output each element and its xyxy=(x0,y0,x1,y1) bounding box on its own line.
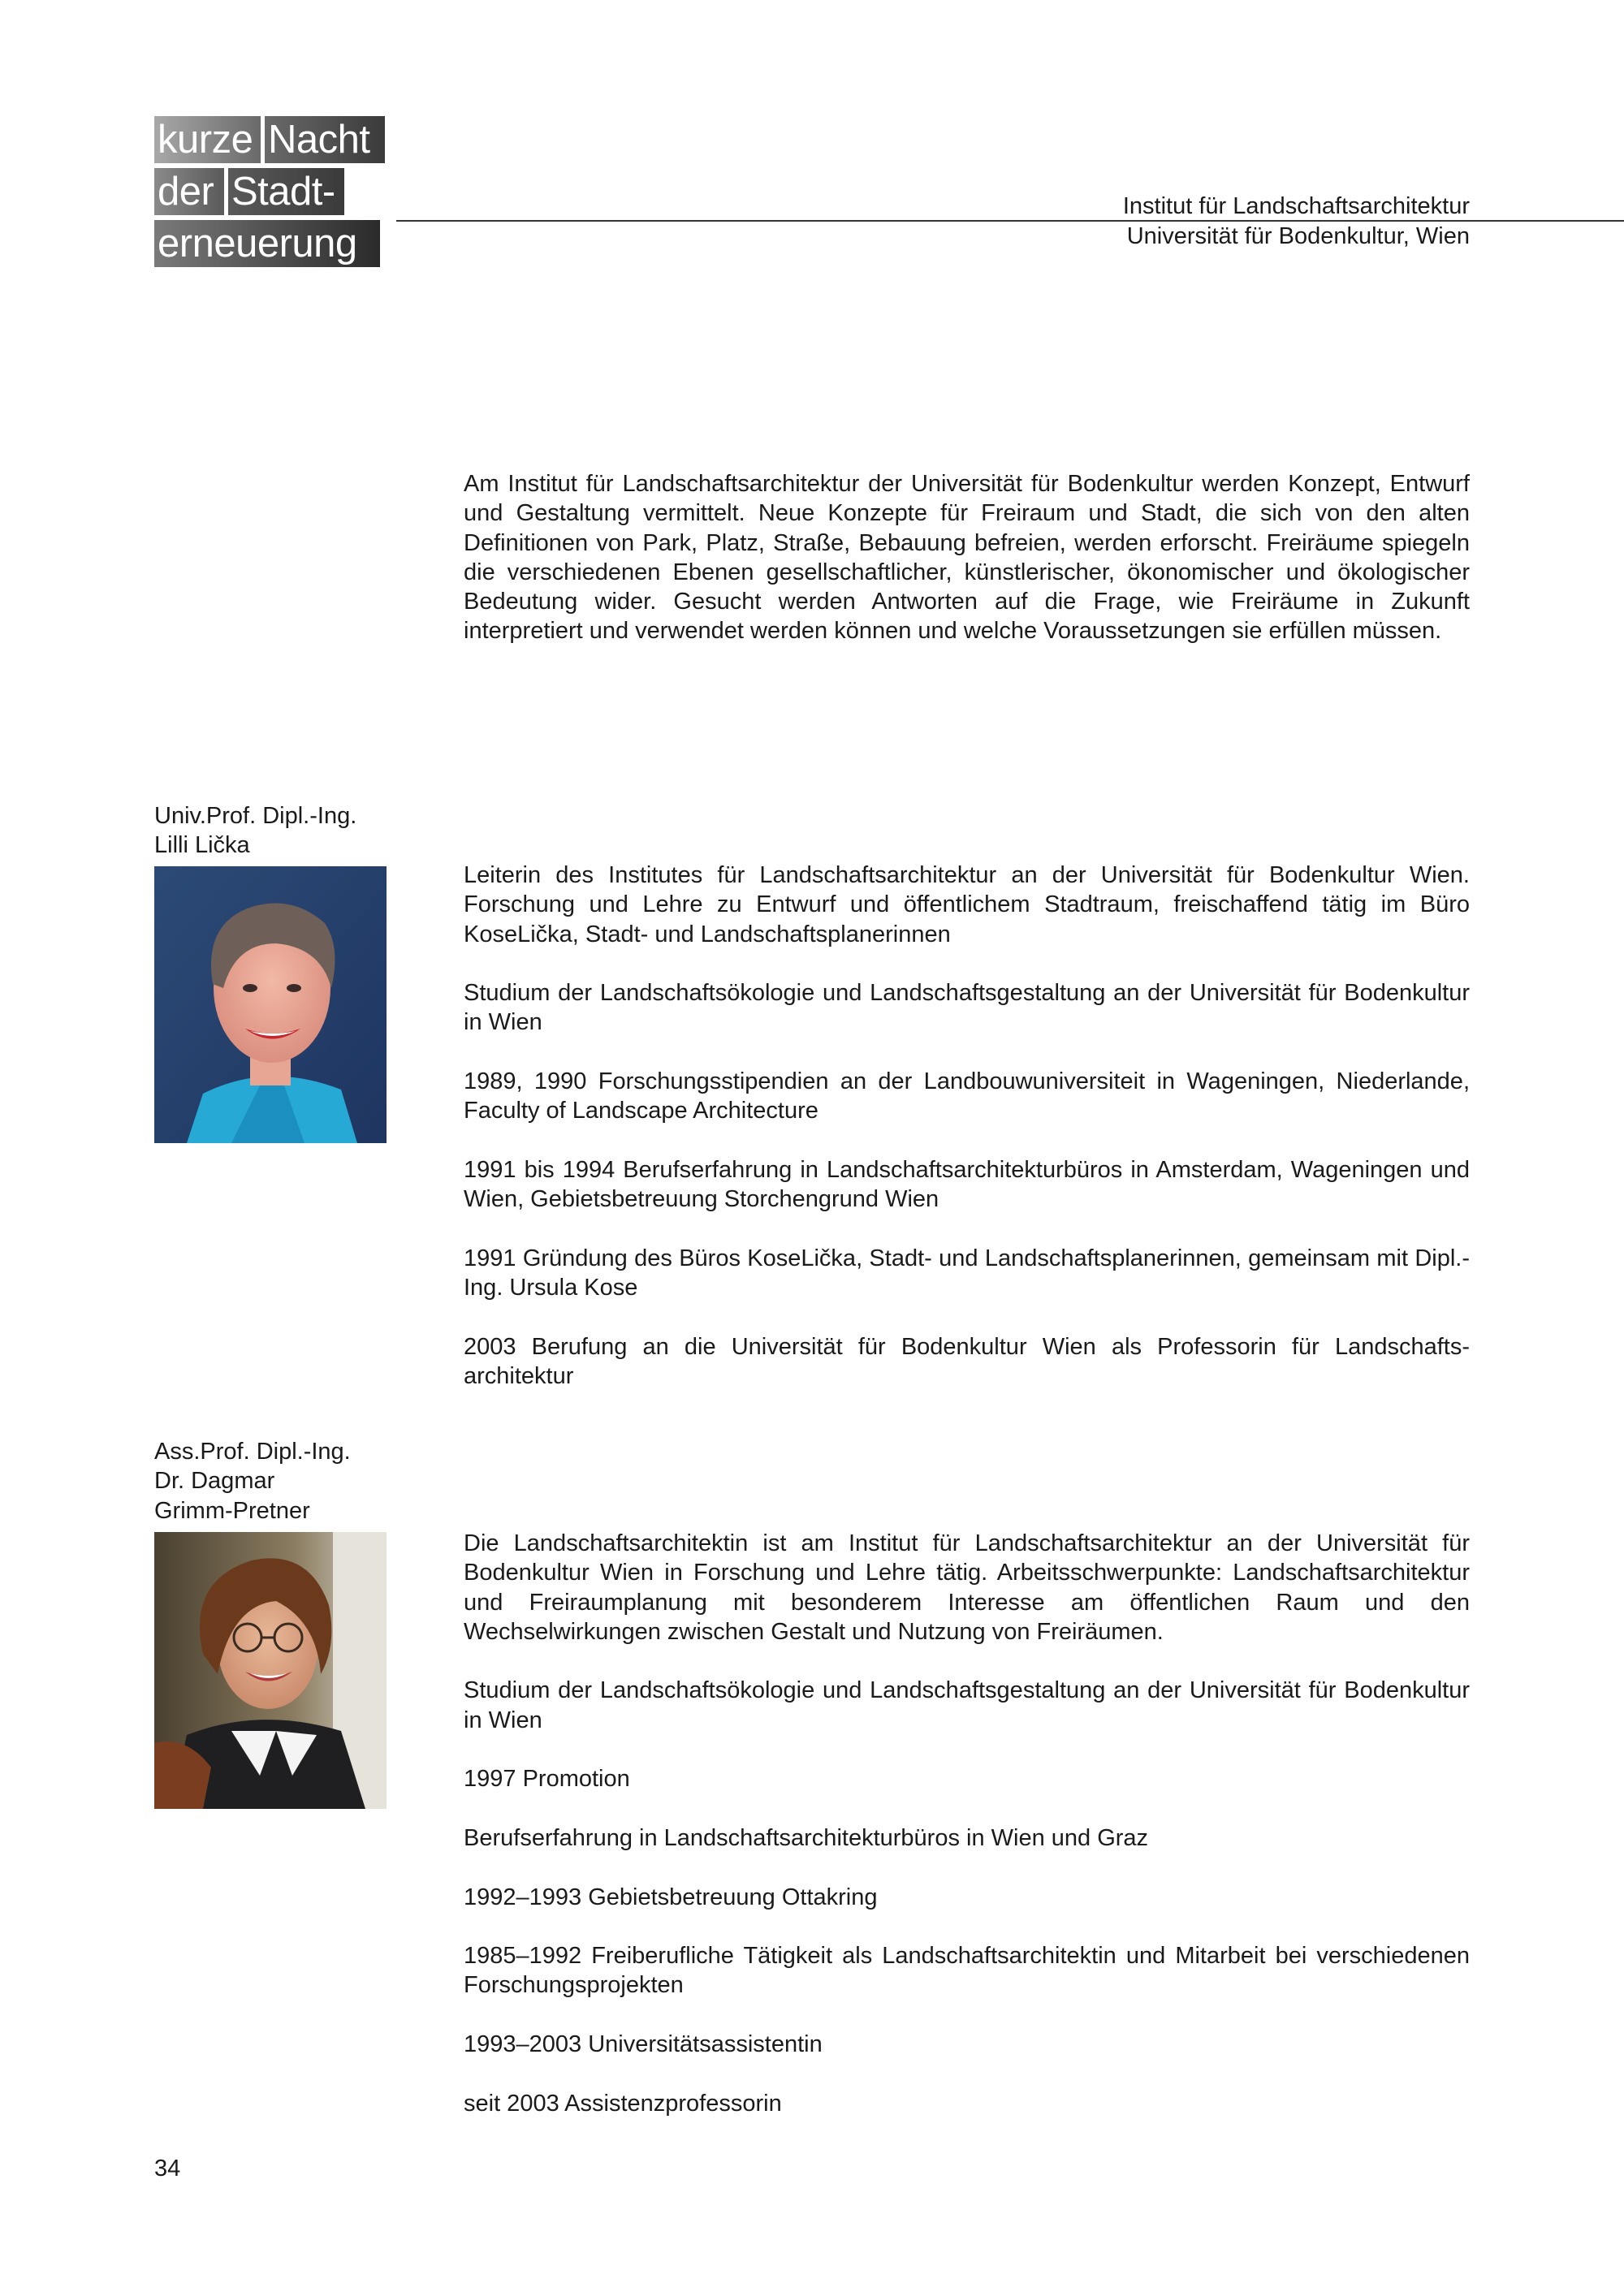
bio-grimm-pretner xyxy=(464,1529,1470,2118)
bio-paragraph: Leiterin des Institutes für Landschaftsarchitektur an der Universität für Bodenkultur Wien. Forschung und Lehre zu Entwurf und öffentlichem Stadtraum, freischaffend tätig im Büro KoseLička, Stadt- und Landschaftsplanerinnen xyxy=(464,862,1470,947)
logo-word-der: der xyxy=(154,168,224,215)
bio-paragraph: 1992–1993 Gebietsbetreuung Ottakring xyxy=(464,1884,878,1910)
intro-paragraph: Am Institut für Landschaftsarchitektur der Universität für Bodenkultur werden Konzept, Entwurf und Gestaltung vermittelt. Neue Konzepte für Freiraum und Stadt, die sich von den alten Definitionen von Park, Platz, Straße, Bebauung befreien, werden erforscht. Freiräume spiegeln die verschiedenen Ebenen gesellschaftlicher, künstlerischer, ökonomischer und ökologischer Bedeutung wider. Gesucht werden Antworten auf die Frage, wie Freiräume in Zukunft interpretiert und verwendet werden können und welche Voraussetzungen sie erfüllen müssen. xyxy=(464,471,1470,645)
logo-row-2 xyxy=(154,168,389,215)
portrait-image xyxy=(154,1532,387,1809)
bio-paragraph: 1985–1992 Freiberufliche Tätigkeit als Landschaftsarchitektin und Mitarbeit bei verschiedenen Forschungsprojekten xyxy=(464,1943,1470,1999)
bio-paragraph: 1989, 1990 Forschungsstipendien an der Landbouwuniversiteit in Wageningen, Niederlande, Faculty of Landscape Architecture xyxy=(464,1068,1470,1124)
bio-paragraph: seit 2003 Assistenzprofessorin xyxy=(464,2090,782,2117)
bio-paragraph: 1991 Gründung des Büros KoseLička, Stadt- und Landschaftsplanerinnen, gemeinsam mit Dipl.-Ing. Ursula Kose xyxy=(464,1245,1470,1301)
logo-row-3 xyxy=(154,220,389,267)
bio-paragraph: Die Landschaftsarchitektin ist am Institut für Landschaftsarchitektur an der Universität für Bodenkultur Wien in Forschung und Lehre tätig. Arbeitsschwerpunkte: Landschaftsarchitektur und Freiraumplanung mit besonderem Interesse am öffentlichen Raum und den Wechselwirkungen zwischen Gestalt und Nutzung von Freiräumen. xyxy=(464,1530,1470,1645)
bio-licka xyxy=(464,861,1470,1391)
bio-paragraph: 1993–2003 Universitätsassistentin xyxy=(464,2031,823,2058)
person-fullname: Dr. Dagmar xyxy=(154,1468,275,1495)
bio-paragraph: 1997 Promotion xyxy=(464,1766,630,1793)
university-name: Universität für Bodenkultur, Wien xyxy=(1126,223,1470,249)
person-fullname: Grimm-Pretner xyxy=(154,1497,310,1524)
page-number: 34 xyxy=(154,2156,181,2182)
portrait-photo-licka xyxy=(154,866,387,1143)
bio-paragraph: Studium der Landschaftsökologie und Landschaftsgestaltung an der Universität für Bodenkultur in Wien xyxy=(464,980,1470,1036)
logo-row-1 xyxy=(154,116,389,163)
portrait-photo-grimm-pretner xyxy=(154,1532,387,1809)
portrait-image xyxy=(154,866,387,1143)
institute-name: Institut für Landschaftsarchitektur xyxy=(1122,193,1470,219)
logo-word-erneuerung: erneuerung xyxy=(154,220,380,267)
bio-paragraph: Studium der Landschaftsökologie und Landschaftsgestaltung an der Universität für Bodenkultur in Wien xyxy=(464,1677,1470,1733)
event-logo xyxy=(154,116,389,272)
bio-paragraph: 1991 bis 1994 Berufserfahrung in Landschaftsarchitekturbüros in Amsterdam, Wageningen und Wien, Gebietsbetreuung Storchengrund Wien xyxy=(464,1156,1470,1213)
person-title: Ass.Prof. Dipl.-Ing. xyxy=(154,1439,351,1465)
bio-paragraph: 2003 Berufung an die Universität für Bodenkultur Wien als Professorin für Landschafts-architektur xyxy=(464,1333,1470,1390)
person-name-licka xyxy=(154,801,414,861)
person-title: Univ.Prof. Dipl.-Ing. xyxy=(154,803,357,829)
person-fullname: Lilli Lička xyxy=(154,832,250,859)
logo-word-nacht: Nacht xyxy=(265,116,385,163)
bio-paragraph: Berufserfahrung in Landschaftsarchitekturbüros in Wien und Graz xyxy=(464,1824,1149,1851)
person-name-grimm-pretner xyxy=(154,1437,414,1526)
institution-header xyxy=(1123,192,1470,252)
logo-word-stadt: Stadt- xyxy=(228,168,344,215)
logo-word-kurze: kurze xyxy=(154,116,261,163)
